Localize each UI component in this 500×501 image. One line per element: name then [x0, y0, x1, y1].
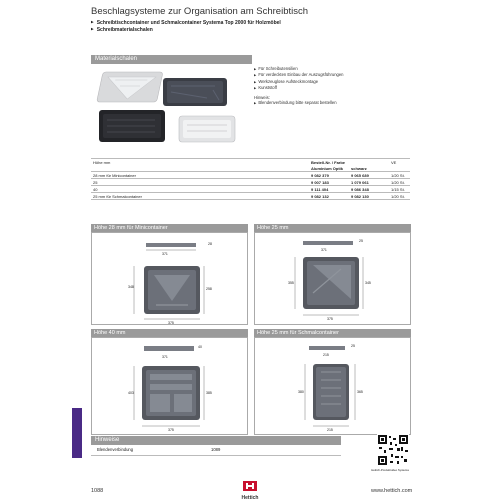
col-alu-header: Aluminium Optik [311, 165, 343, 171]
dim-depth: 25 [351, 344, 355, 348]
panel-title: Höhe 25 mm für Schmalcontainer [254, 329, 411, 337]
dim-top: 371 [162, 355, 168, 359]
dim-inner: 258 [206, 287, 212, 291]
note-label: Hinweis: [254, 94, 270, 100]
section-bar: Materialschalen [91, 55, 252, 64]
panel-title: Höhe 25 mm [254, 224, 411, 232]
col-height-header: Höhe mm [91, 159, 309, 166]
dim-depth: 28 [208, 242, 212, 246]
table-row: 28 mm für Minicontainer 9 082 379 9 065 689 1/20 St. [91, 172, 410, 179]
subtitle-schreibmaterial: ▶ Schreibmaterialschalen [91, 27, 153, 33]
panel-height-25-schmal [254, 329, 411, 435]
dim-bottom: 375 [168, 428, 174, 432]
footer-url[interactable]: www.hettich.com [371, 488, 413, 494]
feature-list [254, 66, 414, 106]
table-row: 40 9 111 404 9 086 348 1/15 St. [91, 186, 410, 193]
dim-inner: 365 [357, 390, 363, 394]
dim-inner: 345 [365, 281, 371, 285]
order-table [91, 158, 410, 200]
panel-title: Höhe 28 mm für Minicontainer [91, 224, 248, 232]
panel-height-28 [91, 224, 248, 325]
subtitle-systema: ▶ Schreibtischcontainer und Schmalcontainer Systema Top 2000 für Holzmöbel [91, 20, 281, 26]
col-ve-header: VE [389, 159, 410, 166]
dim-left: 380 [298, 390, 304, 394]
dim-depth: 40 [198, 345, 202, 349]
dim-left: 403 [128, 391, 134, 395]
panel-height-25 [254, 224, 411, 325]
col-black-header: schwarz [351, 165, 367, 171]
dim-bottom: 375 [168, 321, 174, 325]
dim-depth: 25 [359, 239, 363, 243]
dim-top: 215 [323, 353, 329, 357]
feature-item: ▶ Kunststoff [254, 85, 414, 91]
panel-title: Höhe 40 mm [91, 329, 248, 337]
qr-code[interactable] [377, 434, 409, 466]
drawing-tray-schmal [255, 338, 410, 434]
product-photo [91, 66, 248, 151]
hinweise-page-ref[interactable]: 1089 [211, 447, 221, 452]
dim-bottom: 375 [327, 317, 333, 321]
dim-left: 348 [128, 285, 134, 289]
note-text: ▶ Blendenverbindung bitte separat bestellen [254, 100, 414, 106]
panel-height-40 [91, 329, 248, 435]
hinweise-item: Blendenverbindung [97, 447, 134, 452]
hinweise-row [91, 447, 341, 456]
feature-item: ▶ Werkzeuglose Aufsteckmontage [254, 79, 414, 85]
hinweise-bar: Hinweise [91, 436, 341, 445]
dim-bottom: 215 [327, 428, 333, 432]
drawing-tray-25 [255, 233, 410, 324]
page-title: Beschlagsysteme zur Organisation am Schreibtisch [91, 6, 309, 17]
qr-caption: Hettich-Produktvideo Systema [371, 468, 409, 472]
table-row: 25 9 007 183 1 079 061 1/20 St. [91, 179, 410, 186]
hettich-logo [220, 478, 280, 501]
dim-top: 371 [162, 252, 168, 256]
hettich-brand-text: Hettich [241, 495, 259, 501]
chapter-tab [72, 408, 82, 458]
drawing-tray-28 [92, 233, 247, 324]
dim-top: 371 [321, 248, 327, 252]
drawing-tray-40 [92, 338, 247, 434]
col-order-header: Bestell-Nr. / Farbe [309, 159, 389, 166]
feature-item: ▶ Für verdeckten Einbau der Auszugsführungen [254, 72, 414, 78]
table-row: 25 mm für Schmalcontainer 9 082 132 9 082 130 1/20 St. [91, 193, 410, 200]
dim-left: 355 [288, 281, 294, 285]
hettich-logo-icon [243, 481, 257, 491]
feature-item: ▶ Für Schreibutensilien [254, 66, 414, 72]
page-number: 1088 [91, 488, 104, 494]
dim-inner: 385 [206, 391, 212, 395]
